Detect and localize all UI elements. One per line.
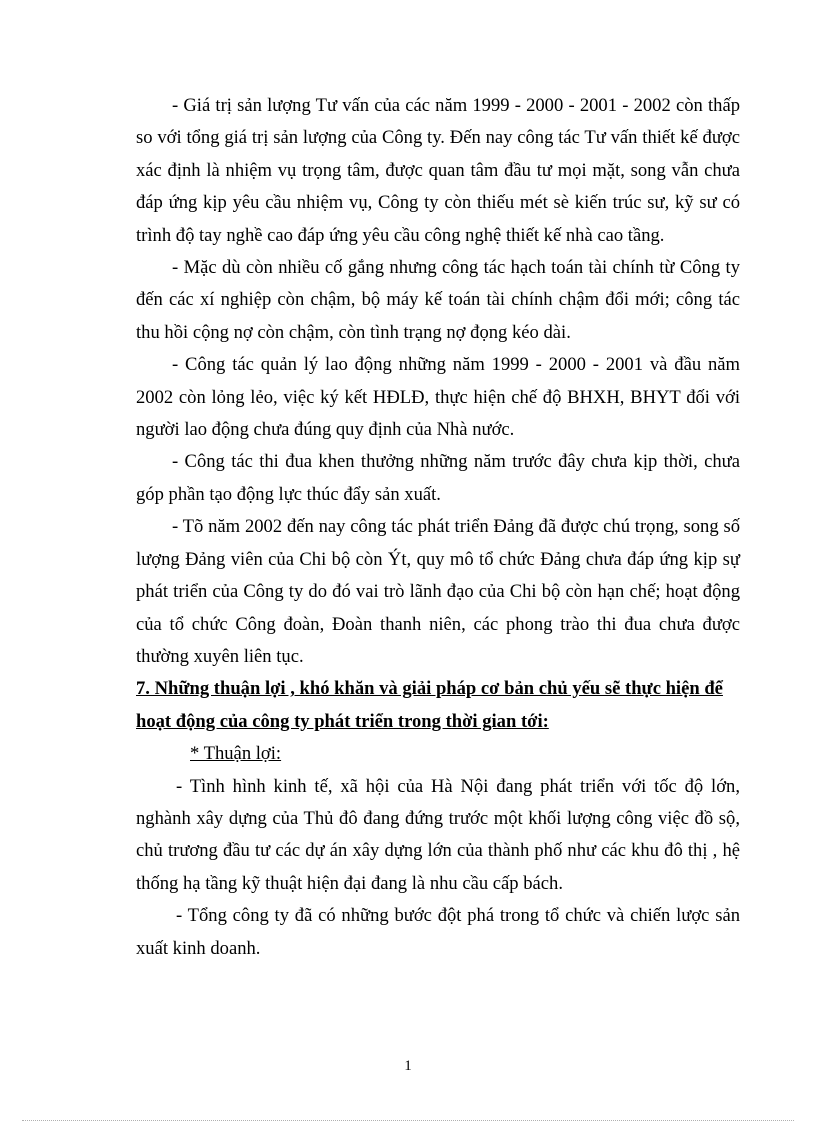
page-bottom-divider — [22, 1120, 794, 1121]
page-number: 1 — [404, 1058, 412, 1074]
advantages-subheading: * Thuận lợi: — [190, 743, 282, 765]
paragraph-consulting-output: - Giá trị sản lượng Tư vấn của các năm 1999 - 2000 - 2001 - 2002 còn thấp so với tổng giá trị sản lượng của Công ty. Đến nay công tác Tư vấn thiết kế được xác định là nhiệm vụ trọng tâm, được quan tâm đầu tư mọi mặt, song vẫn chưa đáp ứng kịp yêu cầu nhiệm vụ, Công ty còn thiếu mét sè kiến trúc sư, kỹ sư có trình độ tay nghề cao đáp ứng yêu cầu công nghệ thiết kế nhà cao tầng. — [136, 95, 740, 246]
paragraph-hanoi-economy: - Tình hình kinh tế, xã hội của Hà Nội đang phát triển với tốc độ lớn, nghành xây dựng của Thủ đô đang đứng trước một khối lượng công việc đồ sộ, chủ trương đầu tư các dự án xây dựng lớn của thành phố như các khu đô thị , hệ thống hạ tầng kỹ thuật hiện đại đang là nhu cầu cấp bách. — [136, 775, 740, 894]
paragraph-emulation-rewards: - Công tác thi đua khen thưởng những năm trước đây chưa kịp thời, chưa góp phần tạo động lực thúc đẩy sản xuất. — [136, 451, 740, 505]
section-heading: 7. Những thuận lợi , khó khăn và giải pháp cơ bản chủ yếu sẽ thực hiện để hoạt động của công ty phát triển trong thời gian tới: — [136, 678, 723, 732]
paragraph-finance-accounting: - Mặc dù còn nhiều cố gắng nhưng công tác hạch toán tài chính từ Công ty đến các xí nghiệp còn chậm, bộ máy kế toán tài chính chậm đổi mới; công tác thu hồi cộng nợ còn chậm, còn tình trạng nợ đọng kéo dài. — [136, 257, 740, 343]
paragraph-party-development: - Tõ năm 2002 đến nay công tác phát triển Đảng đã được chú trọng, song số lượng Đảng viên của Chi bộ còn Ýt, quy mô tổ chức Đảng chưa đáp ứng kịp sự phát triển của Công ty do đó vai trò lãnh đạo của Chi bộ còn hạn chế; hoạt động của tổ chức Công đoàn, Đoàn thanh niên, các phong trào thi đua chưa được thường xuyên liên tục. — [136, 516, 740, 667]
page-body — [136, 90, 740, 965]
paragraph-corporation-breakthrough: - Tổng công ty đã có những bước đột phá trong tổ chức và chiến lược sản xuất kinh doanh. — [136, 905, 740, 959]
paragraph-labor-management: - Công tác quản lý lao động những năm 1999 - 2000 - 2001 và đầu năm 2002 còn lỏng lẻo, việc ký kết HĐLĐ, thực hiện chế độ BHXH, BHYT đối với người lao động chưa đúng quy định của Nhà nước. — [136, 354, 740, 441]
